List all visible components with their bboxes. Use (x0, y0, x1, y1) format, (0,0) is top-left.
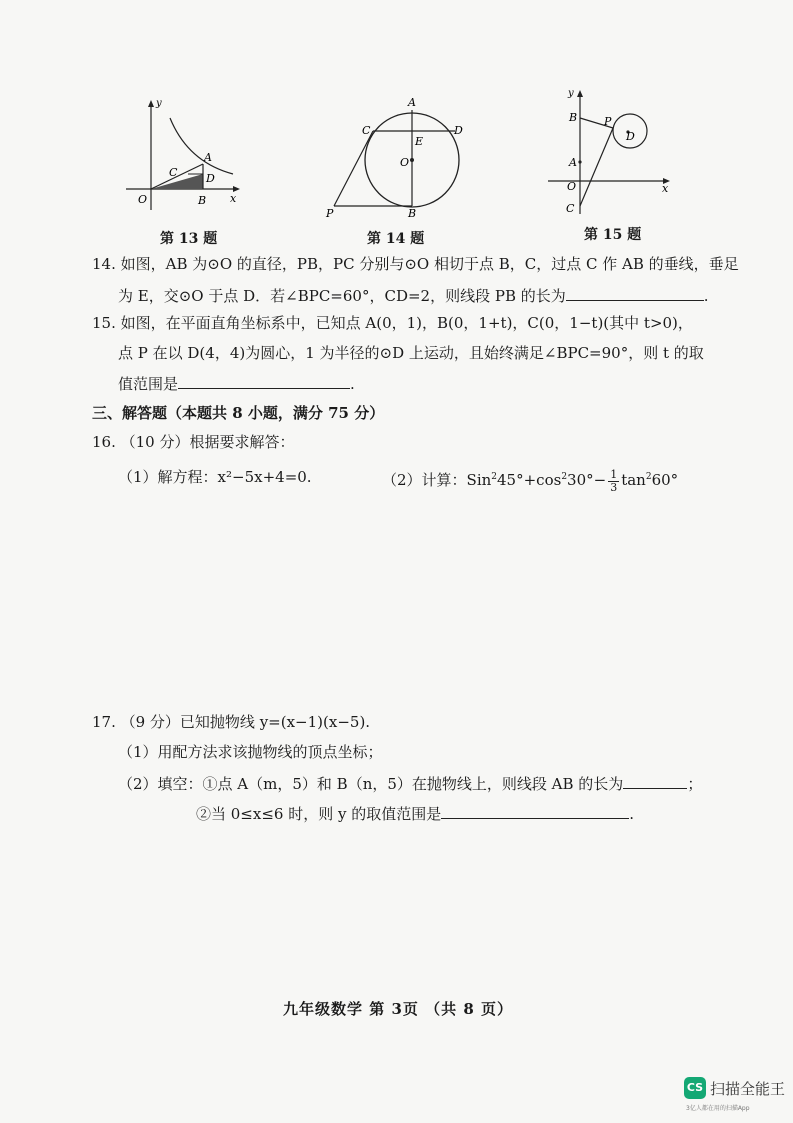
svg-text:D: D (454, 124, 463, 137)
figure-15-diagram (540, 82, 675, 220)
q14-line2-end: . (703, 287, 709, 305)
q16-frac-den: 3 (610, 480, 618, 494)
q15-line1: 15. 如图，在平面直角坐标系中，已知点 A(0，1)，B(0，1+t)，C(0，1−t)(其中 t>0)， (92, 314, 693, 332)
q16-part2-tan: tan (621, 471, 646, 489)
watermark-name: 扫描全能王 (710, 1080, 786, 1098)
q16-part2-exp3: 2 (645, 472, 652, 482)
q16-part2-angle: 60° (651, 471, 679, 489)
svg-text:x: x (230, 192, 237, 205)
q17-part2-text: （2）填空：①点 A（m，5）和 B（n，5）在抛物线上，则线段 AB 的长为 (118, 775, 624, 793)
svg-text:A: A (408, 96, 416, 109)
q15-line3-text: 值范围是 (118, 375, 179, 393)
svg-text:C: C (169, 166, 178, 179)
q16-part2-minus: 30°− (567, 471, 607, 489)
q16-part2 (382, 467, 678, 494)
q17-part3 (196, 802, 634, 824)
svg-text:E: E (415, 135, 424, 148)
figure-14-caption: 第 14 题 (367, 231, 425, 247)
q16-part2-prefix: （2）计算：Sin (382, 471, 492, 489)
svg-text:D: D (206, 172, 215, 185)
q15-line3 (118, 372, 355, 394)
camscanner-logo-icon: CS (684, 1077, 706, 1099)
q15-answer-blank[interactable] (178, 372, 350, 389)
svg-text:O: O (400, 156, 410, 169)
q17-part3-text: ②当 0≤x≤6 时，则 y 的取值范围是 (196, 805, 442, 823)
q16-part2-exp1: 2 (491, 472, 498, 482)
watermark-subtitle: 3亿人都在用的扫描App (686, 1105, 750, 1112)
figure-15 (540, 82, 675, 220)
q14-line1: 14. 如图，AB 为⊙O 的直径，PB，PC 分别与⊙O 相切于点 B，C，过点 C 作 AB 的垂线，垂足 (92, 255, 739, 273)
q16-part1: （1）解方程：x²−5x+4=0. (118, 468, 312, 486)
svg-text:O: O (567, 180, 577, 193)
figure-13 (118, 92, 248, 222)
svg-text:C: C (566, 202, 575, 215)
q16-fraction (608, 469, 619, 494)
svg-text:C: C (362, 124, 371, 137)
q17-y-range-blank[interactable] (441, 802, 629, 819)
svg-text:A: A (204, 151, 212, 164)
q14-line2 (118, 284, 709, 306)
q16-frac-num: 1 (610, 467, 618, 481)
svg-text:B: B (198, 194, 207, 207)
q17-part1: （1）用配方法求该抛物线的顶点坐标； (118, 743, 383, 761)
q16-part2-exp2: 2 (561, 472, 568, 482)
svg-text:B: B (408, 207, 417, 220)
q14-line2-text: 为 E，交⊙O 于点 D．若∠BPC=60°，CD=2，则线段 PB 的长为 (118, 287, 566, 305)
svg-text:B: B (569, 111, 578, 124)
figure-14 (318, 92, 468, 222)
svg-text:O: O (138, 193, 148, 206)
q17-stem: 17. （9 分）已知抛物线 y=(x−1)(x−5). (92, 713, 371, 731)
q17-part3-end: . (629, 805, 635, 823)
q15-line3-end: . (350, 375, 355, 393)
svg-text:A: A (569, 156, 577, 169)
svg-text:P: P (604, 115, 612, 128)
q15-line2: 点 P 在以 D(4，4)为圆心，1 为半径的⊙D 上运动，且始终满足∠BPC=90°，则 t 的取 (118, 344, 704, 362)
section-3-title: 三、解答题（本题共 8 小题，满分 75 分） (92, 404, 385, 422)
scanner-watermark (684, 1077, 788, 1113)
q17-part2 (118, 772, 702, 794)
figure-13-diagram (118, 92, 248, 222)
q16-stem: 16. （10 分）根据要求解答： (92, 433, 295, 451)
page-footer: 九年级数学 第 3页 （共 8 页） (283, 1000, 513, 1018)
svg-text:y: y (568, 88, 574, 99)
svg-text:x: x (662, 182, 669, 195)
svg-text:y: y (156, 98, 162, 109)
q14-answer-blank[interactable] (566, 284, 704, 301)
svg-text:D: D (626, 130, 635, 143)
q16-part2-cos: 45°+cos (497, 471, 562, 489)
figure-15-caption: 第 15 题 (584, 227, 642, 243)
figure-13-caption: 第 13 题 (160, 231, 218, 247)
q17-ab-length-blank[interactable] (623, 772, 687, 789)
figure-14-diagram (318, 92, 468, 222)
svg-text:P: P (326, 207, 334, 220)
q17-part2-end: ； (687, 775, 703, 793)
